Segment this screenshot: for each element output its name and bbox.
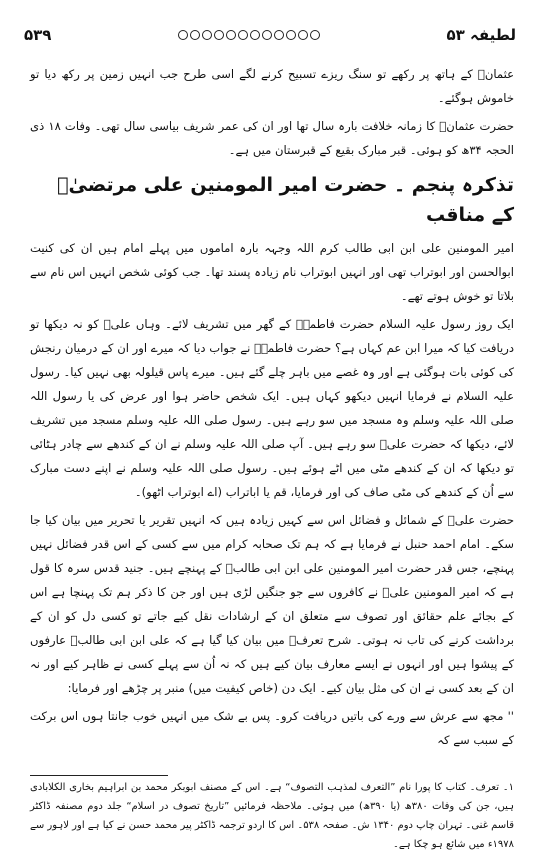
ring-chain-ornament-icon (178, 30, 320, 40)
ornament-ring-icon (202, 30, 212, 40)
body-paragraph-3: حضرت علیؓ کے شمائل و فضائل اس سے کہیں زیادہ ہیں کہ انہیں تقریر یا تحریر میں بیان کیا جا سکے۔ امام احمد حنبل نے فرمایا ہے کہ ہم تک صحابہ کرام میں سے کسی کے اس قدر فضائل نہیں پہنچے، جس قدر حضرت امیر المومنین علی ابن ابی طالبؓ کے پہنچے ہیں۔ جنید قدس سرہ کا قول ہے کہ امیر المومنین علیؓ نے کافروں سے جو جنگیں لڑی ہیں اور جن کا ذکر ہم تک پہنچا ہے اس کے بجائے علم حقائق اور تصوف سے متعلق ان کے ارشادات نقل کیے جاتے تو کسی دل کو ان کے برداشت کرنے کی تاب نہ ہوتی۔ شرح تعرفؒ میں بیان کیا گیا ہے کہ علی ابن ابی طالبؓ عارفوں کے پیشوا ہیں اور انہوں نے ایسے معارف بیان کیے ہیں کہ نہ اُن سے پہلے کسی نے ظاہر کیے اور نہ ان کے بعد کسی نے ان کی مثل بیان کیے۔ ایک دن (خاص کیفیت میں) منبر پر چڑھے اور فرمایا: (30, 513, 514, 695)
ornament-ring-icon (238, 30, 248, 40)
page-body (30, 62, 514, 756)
footnote-divider (30, 775, 168, 776)
ornament-ring-icon (286, 30, 296, 40)
ornament-ring-icon (178, 30, 188, 40)
ornament-ring-icon (226, 30, 236, 40)
ornament-ring-icon (262, 30, 272, 40)
ornament-ring-icon (298, 30, 308, 40)
body-paragraph-1: امیر المومنین علی ابن ابی طالب کرم اللہ وجہہ بارہ اماموں میں پہلے امام ہیں ان کی کنیت ابوالحسن اور ابوتراب تھی اور انہیں ابوتراب نام زیادہ پسند تھا۔ جب کوئی شخص انہیں اس نام سے بلاتا تو خوش ہوتے تھے۔ (30, 241, 514, 303)
ornament-ring-icon (250, 30, 260, 40)
body-paragraph-2: ایک روز رسول علیہ السلام حضرت فاطمہؓ کے گھر میں تشریف لائے۔ وہاں علیؓ کو نہ دیکھا تو دریافت کیا کہ میرا ابن عم کہاں ہے؟ حضرت فاطمہؓ نے جواب دیا کہ میرے اور ان کے درمیان رنجش کی کوئی بات ہوگئی ہے اور وہ غصے میں باہر چلے گئے ہیں۔ میرے پاس قیلولہ بھی نہیں کیا۔ رسول علیہ السلام نے فرمایا انہیں دیکھو کہاں ہیں۔ ایک شخص حاضر ہوا اور عرض کی یا رسول اللہ صلی اللہ علیہ وسلم وہ مسجد میں سو رہے ہیں۔ رسول صلی اللہ علیہ وسلم مسجد میں تشریف لائے، دیکھا کہ حضرت علیؓ سو رہے ہیں۔ آپ صلی اللہ علیہ وسلم نے ان کے کندھے سے چادر ہٹائی تو دیکھا کہ ان کے کندھے مٹی میں اٹے ہوئے ہیں۔ رسول صلی اللہ علیہ وسلم نے اپنے دست مبارک سے اُن کے کندھے کی مٹی صاف کی اور فرمایا، قم یا اباتراب (اے ابوتراب اٹھو)۔ (30, 317, 514, 499)
footnote: ۱۔ تعرف۔ کتاب کا پورا نام ”التعرف لمذہب التصوف“ ہے۔ اس کے مصنف ابوبکر محمد بن ابراہیم بخاری الکلابادی ہیں، جن کی وفات ۳۸۰ھ (یا ۳۹۰ھ) میں ہوئی۔ ملاحظہ فرمائیں ”تاریخ تصوف در اسلام“ جلد دوم مصنفہ ڈاکٹر قاسم غنی۔ تہران چاپ دوم ۱۳۴۰ ش۔ صفحہ ۵۳۸۔ اس کا اردو ترجمہ ڈاکٹر پیر محمد حسن نے کیا ہے اور لاہور سے ۱۹۷۸ء میں شائع ہو چکا ہے۔ (30, 782, 515, 850)
ornament-ring-icon (274, 30, 284, 40)
section-label: لطیفہ ۵۳ (446, 26, 516, 44)
ornament-ring-icon (190, 30, 200, 40)
chapter-heading: تذکرہ پنجم ۔ حضرت امیر المومنین علی مرتضیٰؓ کے مناقب (57, 174, 514, 226)
page-number: ۵۳۹ (24, 26, 52, 44)
ornament-ring-icon (214, 30, 224, 40)
ornament-ring-icon (310, 30, 320, 40)
paragraph-1: عثمانؓ کے ہاتھ پر رکھے تو سنگ ریزے تسبیح کرنے لگے اسی طرح جب انہیں زمین پر رکھ دیا تو خاموش ہوگئے۔ (30, 67, 514, 105)
paragraph-2: حضرت عثمانؓ کا زمانہ خلافت بارہ سال تھا اور ان کی عمر شریف بیاسی سال تھی۔ وفات ۱۸ ذی الحجہ ۳۴ھ کو ہوئی۔ قبر مبارک بقیع کے قبرستان میں ہے۔ (30, 119, 514, 157)
quote-paragraph: '' مجھ سے عرش سے ورے کی باتیں دریافت کرو۔ پس بے شک میں انہیں خوب جانتا ہوں اس برکت کے سبب سے کہ (30, 709, 514, 747)
page-header (24, 24, 516, 46)
